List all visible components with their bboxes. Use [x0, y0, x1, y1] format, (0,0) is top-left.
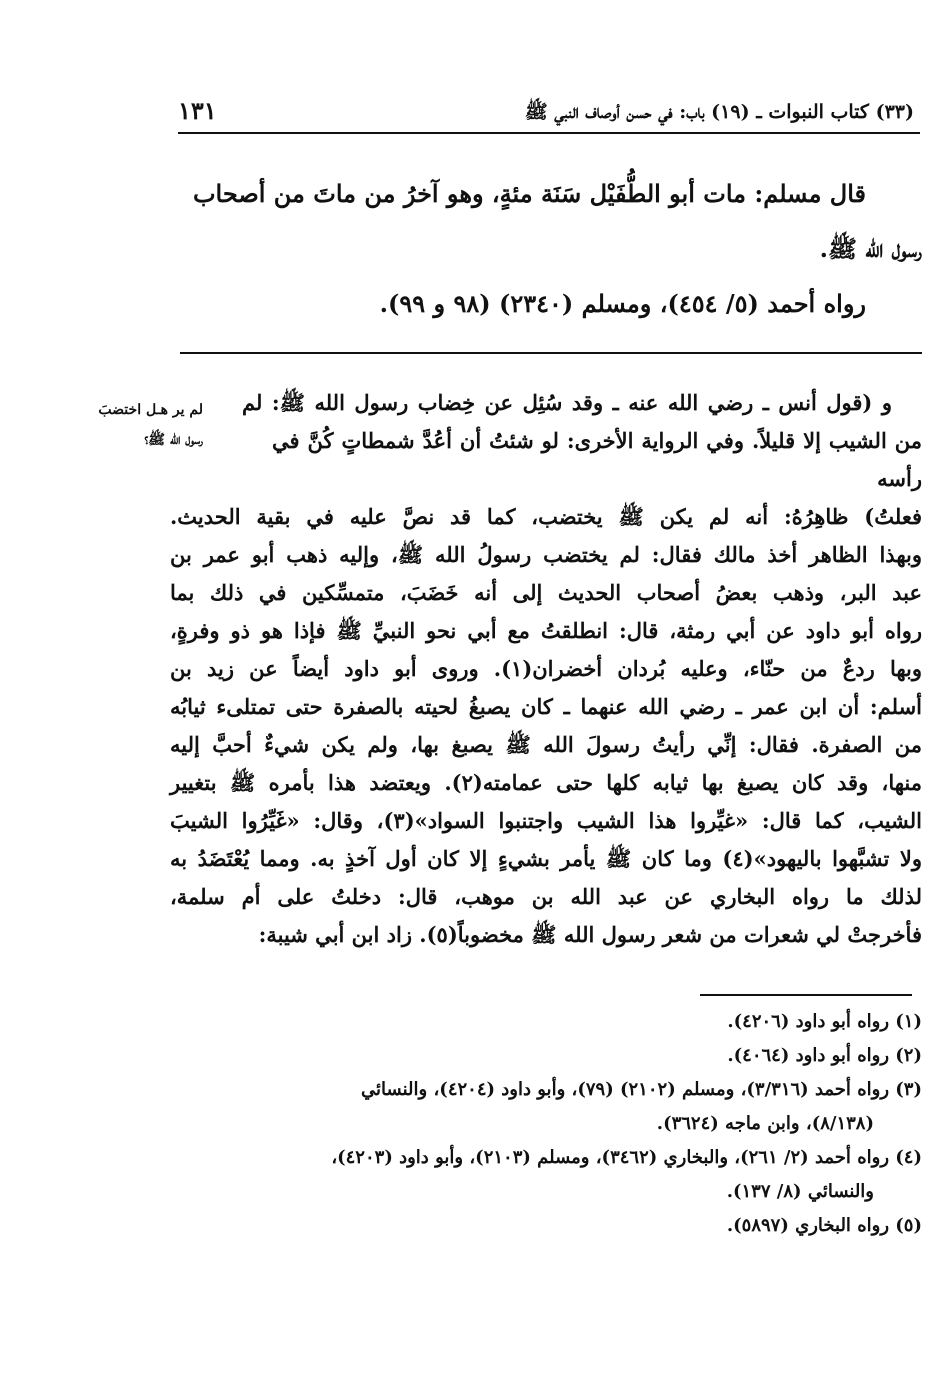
footnote-2: (٢) رواه أبو داود (٤٠٦٤).	[727, 1045, 922, 1066]
footnotes	[170, 1005, 922, 1243]
commentary-line: وبها ردعٌ من حنّاء، وعليه بُردان أخضران(١). وروى أبو داود أيضاً عن زيد بن	[170, 656, 923, 681]
commentary-line: منها، وقد كان يصبغ بها ثيابه كلها حتى عمامته(٢). ويعتضد هذا بأمره ﷺ بتغيير	[170, 770, 923, 795]
footnote-5: (٥) رواه البخاري (٥٨٩٧).	[726, 1215, 922, 1236]
footnote-3-continued: (٨/١٣٨)، وابن ماجه (٣٦٢٤).	[656, 1113, 874, 1134]
footnote-4-continued: والنسائي (٨/ ١٣٧).	[726, 1181, 874, 1202]
footnote-divider	[700, 994, 912, 996]
commentary-line: أسلم: أن ابن عمر ـ رضي الله عنهما ـ كان يصبغُ لحيته بالصفرة حتى تمتلىء ثيابُه	[170, 694, 922, 719]
commentary-line: عبد البر، وذهب بعضُ أصحاب الحديث إلى أنه خَضَبَ، متمسِّكين في ذلك بما	[170, 580, 922, 605]
commentary-line: ولا تشبَّهوا باليهود»(٤) وما كان ﷺ يأمر بشيءٍ إلا كان أول آخذٍ به. ومما يُعْتَضَدُ به	[170, 846, 923, 871]
section-divider	[180, 352, 922, 354]
hadith-source: رواه أحمد (٥/ ٤٥٤)، ومسلم (٢٣٤٠) (٩٨ و ٩٩).	[379, 289, 866, 318]
footnote-1: (١) رواه أبو داود (٤٢٠٦).	[727, 1011, 922, 1032]
commentary-line: رواه أبو داود عن أبي رمثة، قال: انطلقتُ مع أبي نحو النبيِّ ﷺ فإذا هو ذو وفرةٍ،	[170, 618, 922, 643]
commentary-line: من الصفرة. فقال: إنِّي رأيتُ رسولَ الله ﷺ يصبغ بها، ولم يكن شيءٌ أحبَّ إليه	[170, 732, 922, 757]
margin-note-line: رسول الله ﷺ؟	[144, 432, 203, 448]
footnote-4: (٤) رواه أحمد (٢/ ٢٦١)، والبخاري (٣٤٦٢)، ومسلم (٢١٠٣)، وأبو داود (٤٢٠٣)،	[331, 1147, 922, 1168]
commentary-block	[170, 384, 922, 984]
hadith-line: رسول الله ﷺ.	[819, 234, 922, 263]
commentary-line: الشيب، كما قال: «غيِّروا هذا الشيب واجتنبوا السواد»(٣)، وقال: «غَيِّرُوا الشيبَ	[170, 808, 922, 833]
commentary-line: فأخرجتْ لي شعرات من شعر رسول الله ﷺ مخضوباً(٥). زاد ابن أبي شيبة:	[258, 922, 922, 947]
hadith-text-block	[170, 166, 922, 331]
footnote-3: (٣) رواه أحمد (٣/٣١٦)، ومسلم (٢١٠٢) (٧٩)، وأبو داود (٤٢٠٤)، والنسائي	[361, 1079, 922, 1100]
commentary-line: لذلك ما رواه البخاري عن عبد الله بن موهب، قال: دخلتُ على أم سلمة،	[170, 884, 922, 909]
running-header	[178, 98, 920, 134]
commentary-line: من الشيب إلا قليلاً. وفي الرواية الأخرى: لو شئتُ أن أعُدَّ شمطاتٍ كُنَّ في رأسه	[272, 428, 922, 491]
commentary-line: وبهذا الظاهر أخذ مالك فقال: لم يختضب رسولُ الله ﷺ، وإليه ذهب أبو عمر بن	[170, 542, 922, 567]
hadith-line: قال مسلم: مات أبو الطُّفَيْل سَنَة مئةٍ، وهو آخرُ من ماتَ من أصحاب	[192, 179, 866, 208]
margin-note-line: لم ير هـل اختضبَ	[98, 402, 203, 418]
header-title: (٣٣) كتاب النبوات ـ (١٩) باب: في حسن أوصاف النبي ﷺ	[524, 101, 914, 123]
commentary-line: فعلتُ) ظاهِرُهُ: أنه لم يكن ﷺ يختضب، كما قد نصَّ عليه في بقية الحديث.	[170, 504, 922, 529]
page-number: ١٣١	[178, 96, 217, 125]
commentary-line: و (قول أنس ـ رضي الله عنه ـ وقد سُئِل عن خِضاب رسول الله ﷺ: لم	[242, 390, 892, 415]
